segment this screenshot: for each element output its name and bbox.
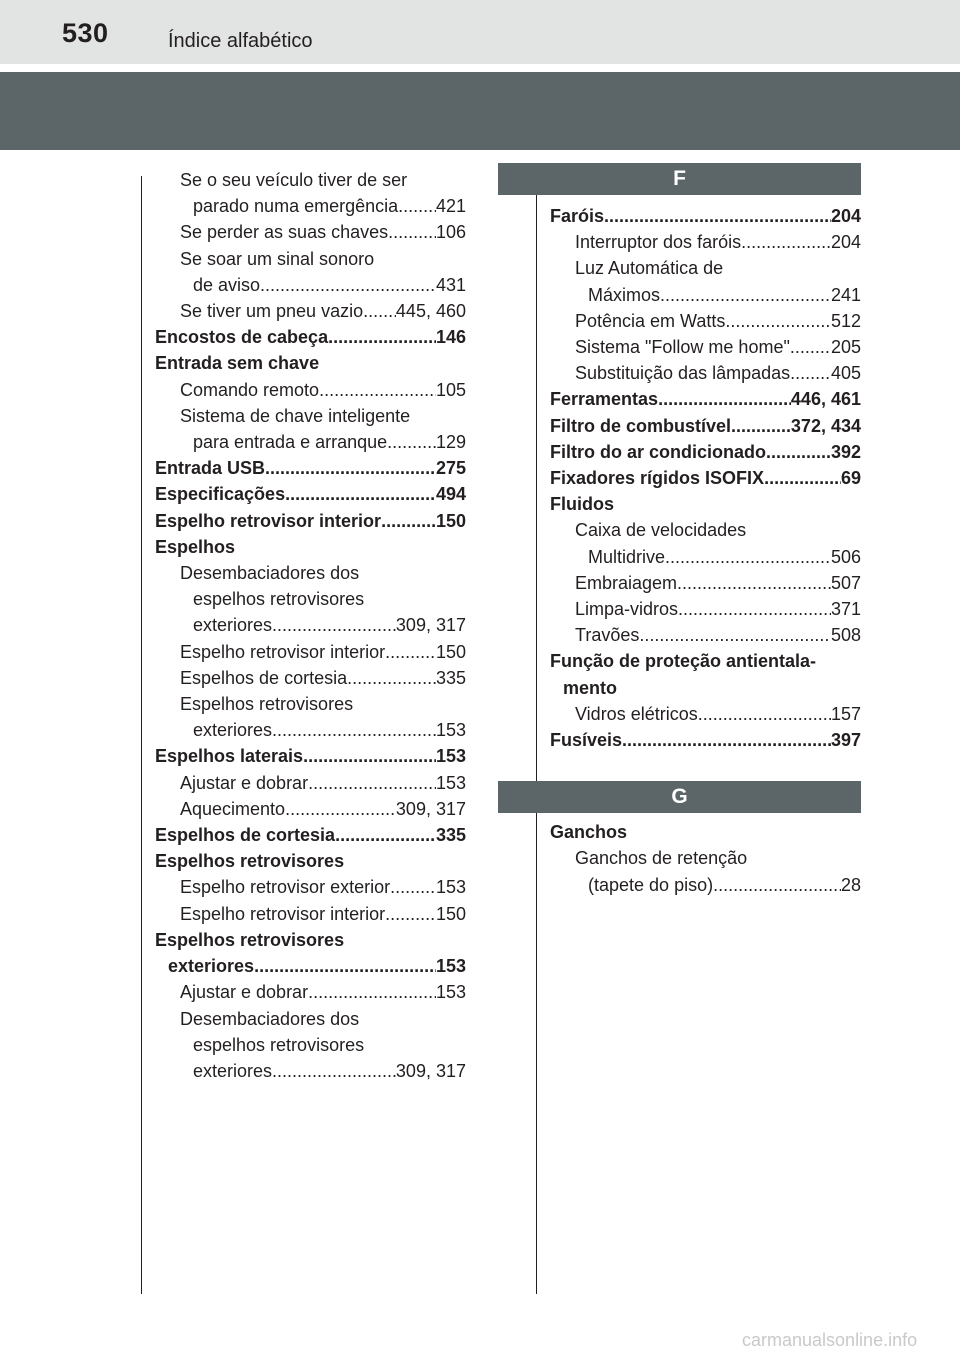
entry-term: Multidrive [588,546,666,567]
dot-leader [639,622,831,648]
column-divider-right [536,176,537,1294]
index-entry [155,901,466,927]
entry-page: 309, 317 [395,798,466,819]
dot-leader [272,612,396,638]
index-entry [155,796,466,822]
entry-term: Potência em Watts [575,310,726,331]
entry-page: 129 [435,432,466,453]
entry-term: Comando remoto [180,379,320,400]
entry-term: Espelhos retrovisores [180,694,354,715]
index-entry [155,377,466,403]
entry-term: Faróis [550,206,605,226]
entry-page: 153 [435,772,466,793]
entry-page: 309, 317 [395,615,466,636]
index-entry [155,979,466,1005]
dot-leader [790,334,831,360]
entry-term: Substituição das lâmpadas [575,363,791,384]
dot-leader [731,413,791,439]
index-entry [155,193,466,219]
index-entry [155,298,466,324]
index-entry [155,665,466,691]
entry-term: Ganchos [550,822,628,843]
right-index-column [550,167,861,898]
index-entry [550,282,861,308]
dot-leader [725,308,831,334]
entry-term: Limpa-vidros [575,599,679,620]
dot-leader [790,360,831,386]
entry-page: 146 [435,327,466,348]
entry-term: Filtro do ar condicionado [550,441,766,462]
watermark: carmanualsonline.info [742,1330,918,1350]
index-entry [550,229,861,255]
entry-term: Espelhos laterais [155,746,304,767]
entry-term: Fluidos [550,494,614,515]
index-entry [155,246,466,272]
entry-page: 28 [840,874,861,895]
index-entry [155,743,466,769]
dot-leader [713,872,841,898]
entry-page: 153 [435,956,466,977]
index-entry [155,691,466,717]
dot-leader [698,701,831,727]
index-entry [550,308,861,334]
entry-page: 106 [435,222,466,243]
index-entry [550,517,861,543]
entry-term: espelhos retrovisores [193,1034,365,1055]
dot-leader [381,508,436,534]
index-entry [155,612,466,638]
index-entry [155,350,466,376]
index-entry [550,570,861,596]
index-entry [550,413,861,439]
entry-page: 335 [435,825,466,846]
page-number: 530 [62,18,109,48]
index-entry [550,622,861,648]
dot-leader [363,298,396,324]
entry-term: Entrada USB [155,458,266,479]
dot-leader [308,979,436,1005]
entry-page: 150 [435,641,466,662]
entry-term: Ajustar e dobrar [180,772,309,793]
entry-term: Filtro de combustível [550,415,732,436]
header-strip [0,0,960,64]
index-entry [550,334,861,360]
index-entry [550,203,861,229]
entry-term: Ferramentas [550,389,659,410]
index-entry [550,596,861,622]
index-entry [155,324,466,350]
entry-page: 150 [435,903,466,924]
dot-leader [285,481,436,507]
entry-page: 69 [840,468,861,489]
dot-leader [387,429,436,455]
index-entry [155,429,466,455]
entry-term: Se o seu veículo tiver de ser [180,170,408,190]
index-entry [155,586,466,612]
entry-page: 506 [830,546,861,567]
entry-term: Espelhos retrovisores [155,929,345,950]
index-entry [550,701,861,727]
header-band [0,72,960,150]
entry-page: 204 [830,232,861,253]
index-entry [550,819,861,845]
index-entry [155,770,466,796]
entry-term: Vidros elétricos [575,703,698,724]
entry-page: 397 [830,730,861,751]
entry-term: Espelho retrovisor interior [155,510,382,531]
index-entry [550,648,861,674]
index-entry [155,822,466,848]
entry-term: Máximos [588,284,661,305]
dot-leader [622,727,831,753]
entry-term: Interruptor dos faróis [575,232,742,253]
entry-term: Especificações [155,484,286,505]
entry-term: Espelho retrovisor interior [180,641,386,662]
entry-page: 157 [830,703,861,724]
index-entry [155,481,466,507]
index-entry [155,639,466,665]
index-entry [155,272,466,298]
index-entry [550,491,861,517]
entry-term: Espelho retrovisor exterior [180,877,391,898]
entry-term: Se soar um sinal sonoro [180,248,375,269]
dot-leader [335,822,436,848]
dot-leader [260,272,436,298]
index-entry [550,439,861,465]
entry-term: espelhos retrovisores [193,589,365,610]
index-entry [155,717,466,743]
entry-page: 105 [435,379,466,400]
entry-term: parado numa emergência [193,196,399,217]
entry-term: Caixa de velocidades [575,520,747,541]
left-index-column [155,167,466,1084]
entry-term: Entrada sem chave [155,353,320,374]
entry-page: 372, 434 [790,415,861,436]
entry-term: Aquecimento [180,798,286,819]
index-entry [550,845,861,871]
dot-leader [319,377,436,403]
dot-leader [385,901,436,927]
dot-leader [272,717,436,743]
index-entry [550,465,861,491]
entry-term: Espelhos [155,536,236,557]
dot-leader [272,1058,396,1084]
dot-leader [741,229,831,255]
dot-leader [328,324,436,350]
entry-term: Sistema "Follow me home" [575,337,790,358]
entry-page: 309, 317 [395,1060,466,1081]
entry-term: para entrada e arranque [193,432,388,453]
index-entry [550,386,861,412]
entry-term: Sistema de chave inteligente [180,405,411,426]
entry-page: 405 [830,363,861,384]
entry-page: 241 [830,284,861,305]
entry-page: 508 [830,625,861,646]
dot-leader [766,439,831,465]
entry-page: 204 [830,206,861,226]
entry-term: Fixadores rígidos ISOFIX [550,468,765,489]
column-divider-left [141,176,142,1294]
entry-page: 371 [830,599,861,620]
entry-term: Travões [575,625,640,646]
dot-leader [604,203,831,229]
entry-term: exteriores [193,1060,273,1081]
index-entry [155,167,466,193]
index-entry [155,508,466,534]
entry-page: 445, 460 [395,301,466,322]
dot-leader [385,639,436,665]
entry-term: Encostos de cabeça [155,327,329,348]
dot-leader [285,796,396,822]
entry-term: Desembaciadores dos [180,1008,360,1029]
index-entry [155,874,466,900]
index-entry [155,1032,466,1058]
dot-leader [254,953,436,979]
index-entry [550,675,861,701]
entry-term: Desembaciadores dos [180,563,360,584]
dot-leader [388,219,436,245]
section-title: Índice alfabético [168,30,313,52]
dot-leader [303,743,436,769]
entry-page: 431 [435,274,466,295]
entry-term: Se tiver um pneu vazio [180,301,364,322]
entry-page: 205 [830,337,861,358]
dot-leader [764,465,841,491]
index-entry [155,848,466,874]
entry-term: Função de proteção antientala- [550,651,817,672]
index-entry [550,255,861,281]
entry-page: 446, 461 [790,389,861,410]
index-entry [155,927,466,953]
index-entry [550,872,861,898]
entry-term: Espelho retrovisor interior [180,903,386,924]
entry-page: 153 [435,720,466,741]
entry-term: Se perder as suas chaves [180,222,389,243]
entry-term: (tapete do piso) [588,874,714,895]
index-entry [155,219,466,245]
index-entry [155,1006,466,1032]
entry-term: Espelhos de cortesia [155,825,336,846]
entry-page: 421 [435,196,466,217]
dot-leader [665,544,831,570]
entry-term: Ganchos de retenção [575,848,748,869]
dot-leader [678,596,831,622]
index-entry [550,360,861,386]
index-entry [550,544,861,570]
index-entry [155,953,466,979]
dot-leader [265,455,436,481]
entry-page: 153 [435,877,466,898]
entry-page: 153 [435,982,466,1003]
index-entry [155,534,466,560]
entry-page: 150 [435,510,466,531]
entry-term: Espelhos de cortesia [180,667,348,688]
dot-leader [660,282,831,308]
entry-term: Fusíveis [550,730,623,751]
letter-header: F [498,163,861,195]
entry-page: 335 [435,667,466,688]
entry-term: mento [563,677,617,698]
entry-page: 512 [830,310,861,331]
entry-page: 392 [830,441,861,462]
entry-term: exteriores [193,615,273,636]
letter-header: G [498,781,861,813]
entry-term: exteriores [168,956,255,977]
dot-leader [677,570,831,596]
entry-page: 275 [435,458,466,479]
entry-term: exteriores [193,720,273,741]
entry-term: Espelhos retrovisores [155,851,345,872]
dot-leader [398,193,436,219]
entry-term: Embraiagem [575,572,678,593]
index-entry [155,560,466,586]
entry-term: de aviso [193,274,261,295]
index-entry [550,727,861,753]
dot-leader [390,874,436,900]
entry-term: Luz Automática de [575,258,724,279]
entry-page: 494 [435,484,466,505]
entry-page: 507 [830,572,861,593]
dot-leader [658,386,791,412]
dot-leader [308,770,436,796]
index-entry [155,455,466,481]
dot-leader [347,665,436,691]
index-entry [155,403,466,429]
entry-term: Ajustar e dobrar [180,982,309,1003]
index-entry [155,1058,466,1084]
entry-page: 153 [435,746,466,767]
